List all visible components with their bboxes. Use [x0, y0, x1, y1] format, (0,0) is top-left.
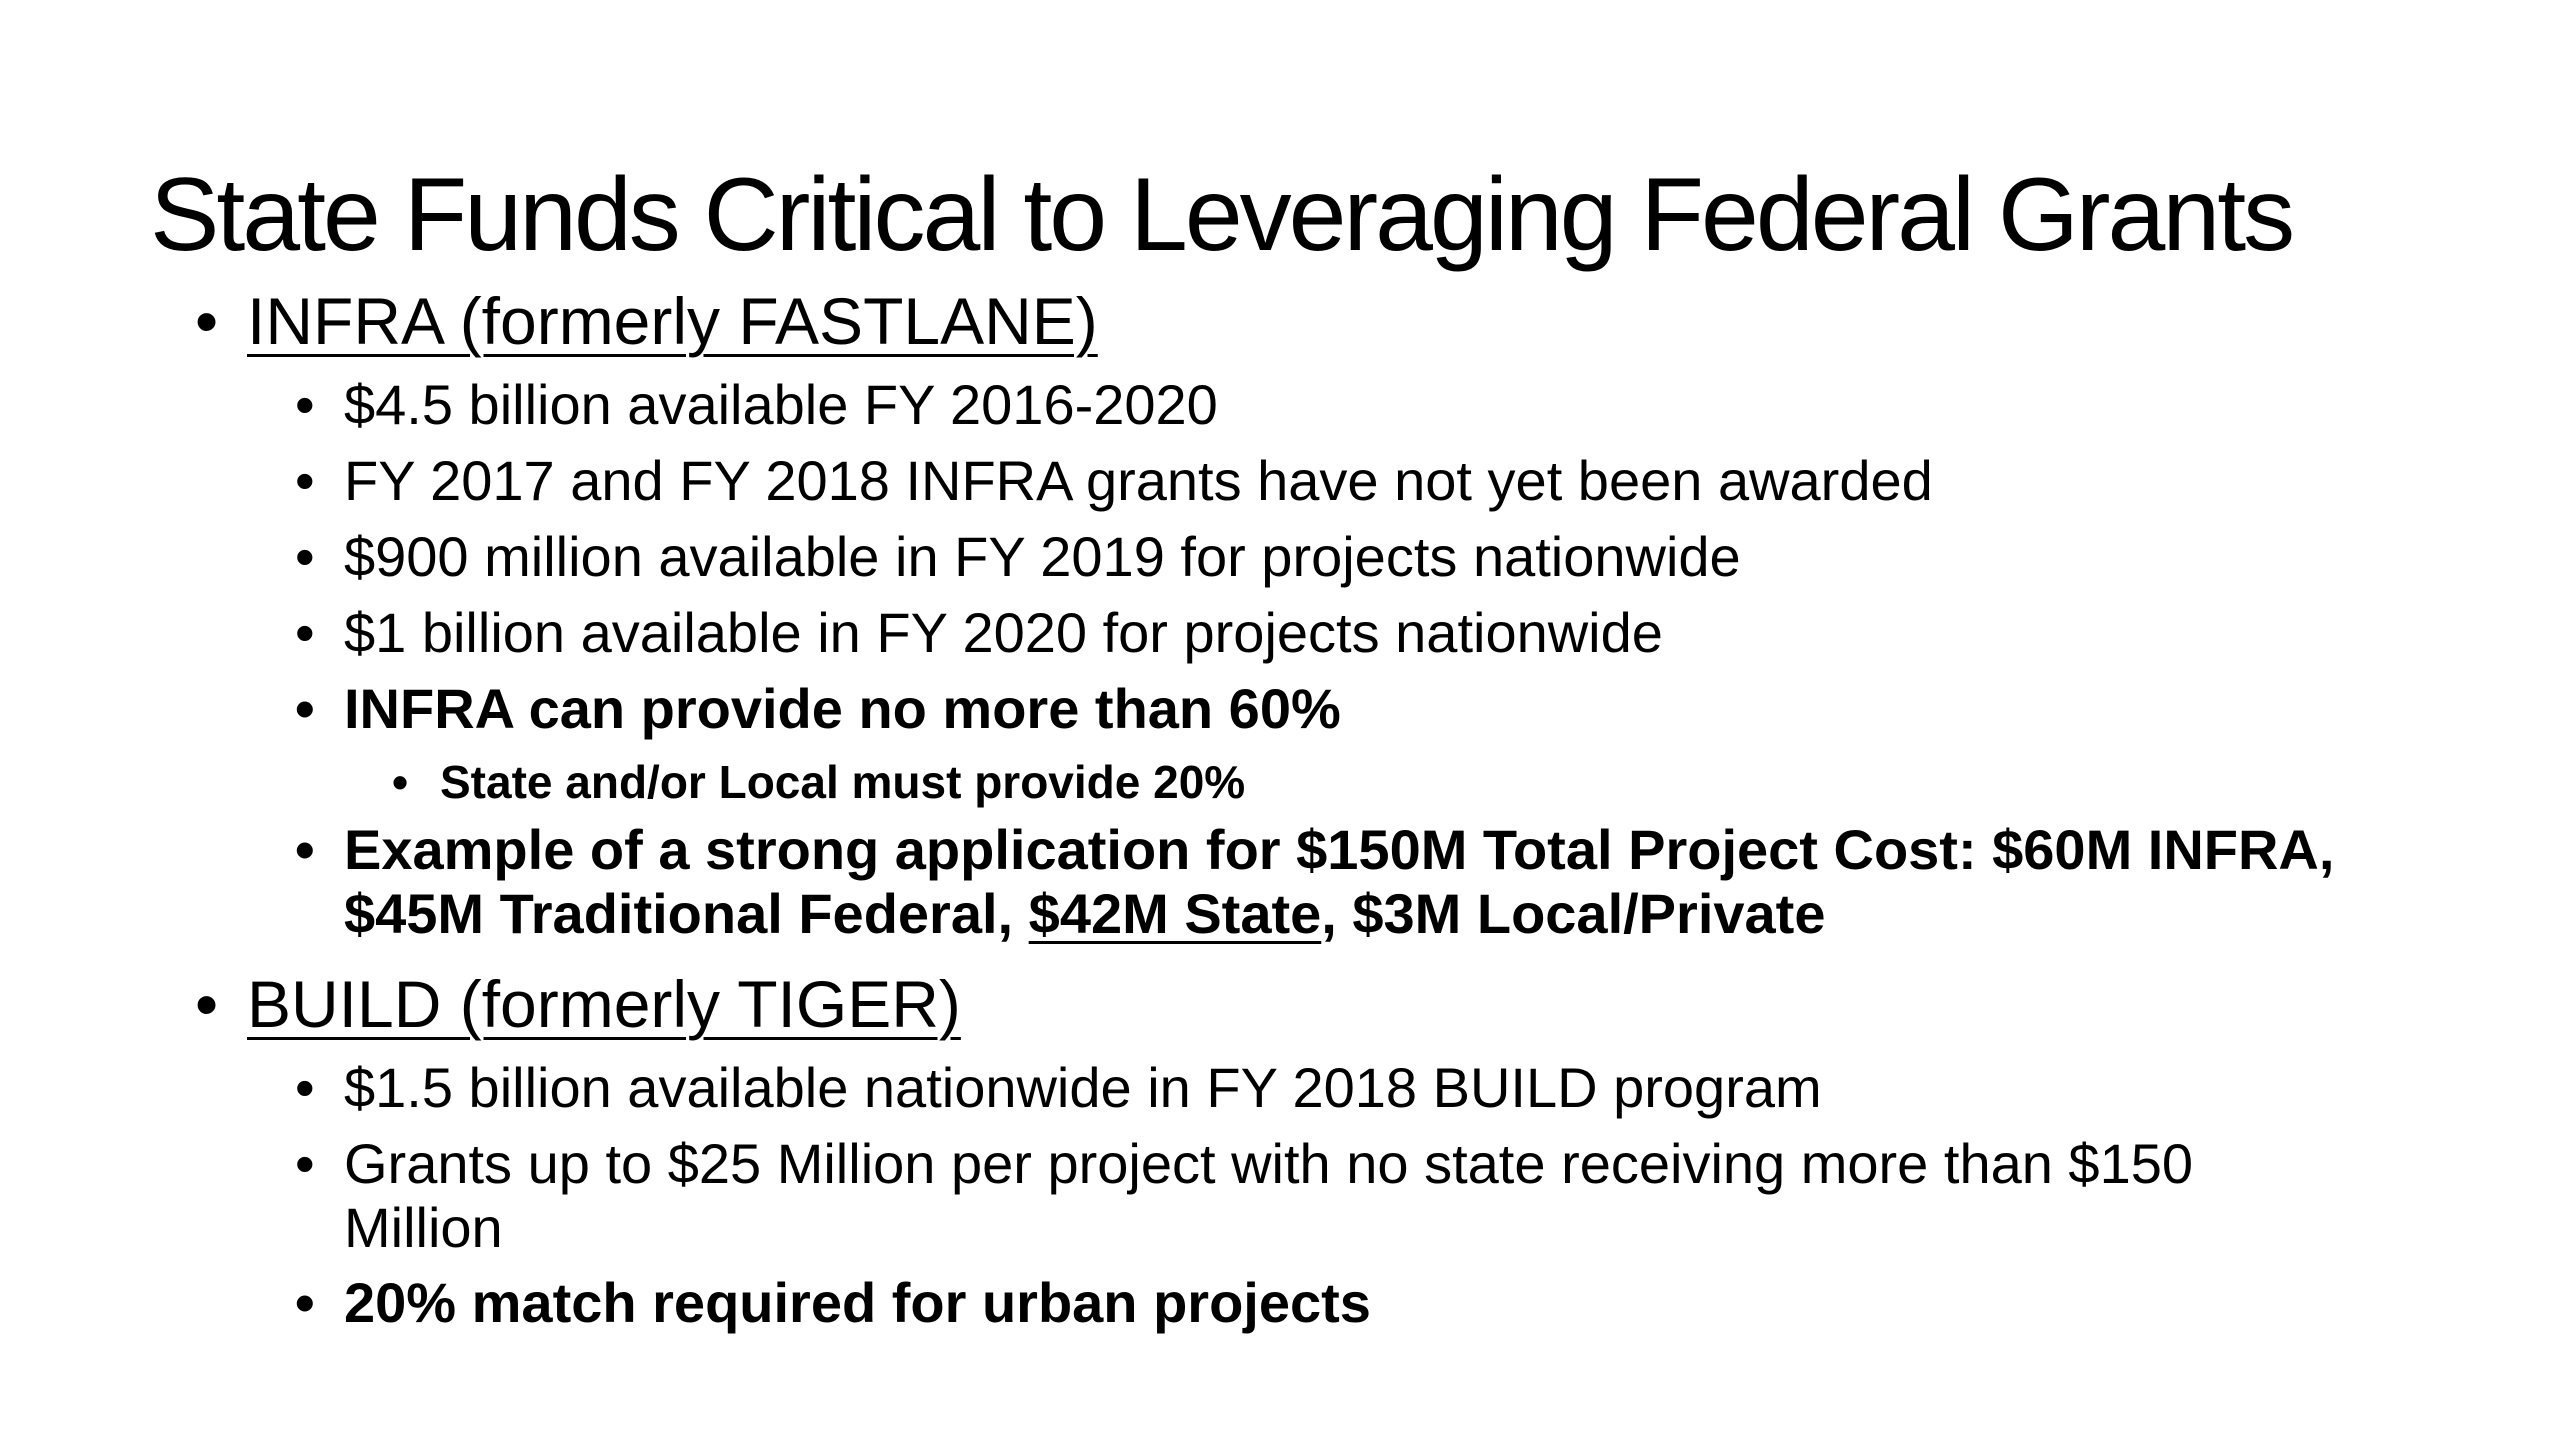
section-heading-text: INFRA (formerly FASTLANE) [247, 284, 1098, 358]
bullet: • [295, 1056, 315, 1119]
list-item-line-2: Million [344, 1196, 503, 1259]
section-heading-text: BUILD (formerly TIGER) [247, 967, 961, 1041]
slide-title: State Funds Critical to Leveraging Federal Grants [150, 157, 2293, 273]
list-item-text [344, 818, 2334, 946]
bullet: • [295, 373, 315, 436]
list-item-line-2-suffix: , $3M Local/Private [1321, 882, 1826, 945]
bullet: • [195, 284, 219, 358]
list-item-line-1: Grants up to $25 Million per project with no state receiving more than $150 [344, 1132, 2194, 1195]
list-item-line-2-prefix: $45M Traditional Federal, [344, 882, 1029, 945]
list-item-text: $1.5 billion available nationwide in FY 2018 BUILD program [344, 1056, 1822, 1119]
bullet: • [295, 1271, 315, 1334]
list-item-line-1: Example of a strong application for $150M Total Project Cost: $60M INFRA, [344, 818, 2335, 881]
list-item-text: $1 billion available in FY 2020 for projects nationwide [344, 601, 1663, 664]
bullet: • [295, 1132, 315, 1195]
bullet: • [392, 756, 409, 808]
bullet: • [295, 818, 315, 881]
list-item-text [344, 1132, 2193, 1260]
list-item-text: $4.5 billion available FY 2016-2020 [344, 373, 1218, 436]
bullet: • [295, 525, 315, 588]
bullet: • [295, 677, 315, 740]
list-item-text: $900 million available in FY 2019 for projects nationwide [344, 525, 1741, 588]
underlined-state-amount: $42M State [1028, 882, 1322, 945]
list-item-text: 20% match required for urban projects [344, 1271, 1371, 1334]
sub-list-item-text: State and/or Local must provide 20% [440, 756, 1246, 808]
bullet: • [295, 601, 315, 664]
bullet: • [295, 449, 315, 512]
bullet: • [195, 967, 219, 1041]
list-item-text: INFRA can provide no more than 60% [344, 677, 1341, 740]
list-item-text: FY 2017 and FY 2018 INFRA grants have not yet been awarded [344, 449, 1933, 512]
